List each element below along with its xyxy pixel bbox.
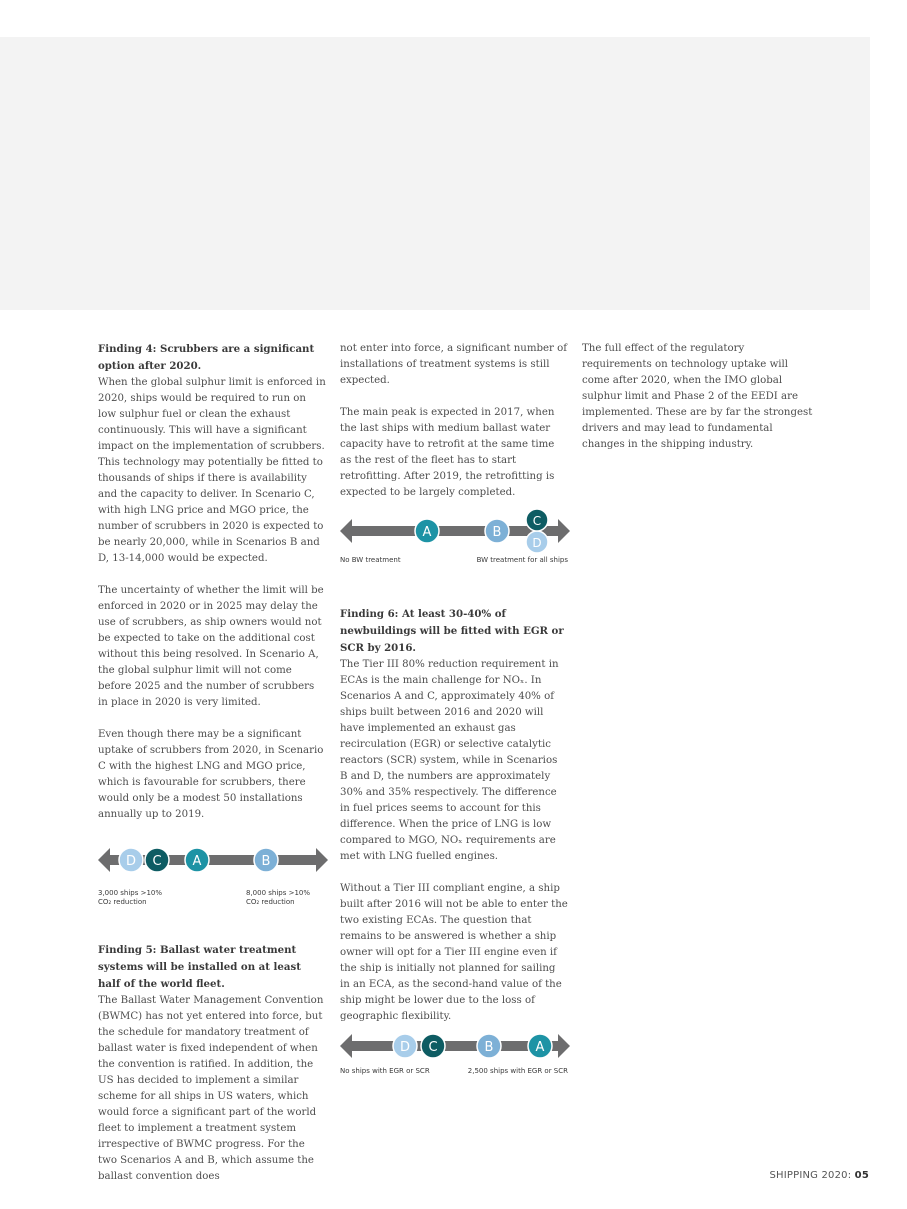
finding-4-paragraph-2: The uncertainty of whether the limit will be enforced in 2020 or in 2025 may delay the use of scrubbers, as ship owners would not be expected to take on the additional cost without this being resolved. In Scenario A, the global sulphur limit will not come before 2025 and the number of scrubbers in place in 2020 is very limited. (98, 585, 324, 708)
marker-a-label: A (422, 525, 432, 540)
finding-4-paragraph-1: When the global sulphur limit is enforced in 2020, ships would be required to run on low sulphur fuel or clean the exhaust continuously. This will have a significant impact on the implementation of scrubbers. This technology may potentially be fitted to thousands of ships if there is availability and the capacity to deliver. In Scenario C, with high LNG price and MGO price, the number of scrubbers in 2020 is expected to be nearly 20,000, while in Scenarios B and D, 13-14,000 would be expected. (98, 377, 326, 564)
scale-right-label: 8,000 ships >10% CO₂ reduction (246, 889, 311, 906)
page-footer (769, 1170, 869, 1181)
scale-right-label: 2,500 ships with EGR or SCR (467, 1067, 568, 1075)
marker-b-label: B (484, 1040, 494, 1055)
scrubber-scale-diagram (98, 843, 328, 905)
ballast-scale-diagram (340, 509, 570, 565)
marker-b-label: B (492, 525, 502, 540)
finding-6-paragraph-2: Without a Tier III compliant engine, a ship built after 2016 will not be able to enter the two existing ECAs. The question that remains to be answered is whether a ship owner will opt for a Tier III engine even if the ship is initially not planned for sailing in an ECA, as the second-hand value of the ship might be lower due to the loss of geographic flexibility. (340, 883, 568, 1022)
marker-d-label: D (532, 536, 542, 550)
page-number: 05 (854, 1170, 869, 1181)
scale-right-label: BW treatment for all ships (476, 556, 568, 564)
scale-left-label: No ships with EGR or SCR (340, 1067, 430, 1075)
finding-5-title: Finding 5: Ballast water treatment systems will be installed on at least half of the world fleet. (98, 944, 301, 990)
column-3 (582, 341, 814, 453)
header-image-placeholder (0, 37, 870, 310)
footer-label: SHIPPING 2020: (769, 1170, 855, 1181)
marker-a-label: A (535, 1040, 545, 1055)
marker-d-label: D (125, 854, 137, 869)
column-2 (340, 341, 568, 1081)
ballast-paragraph-2: The main peak is expected in 2017, when the last ships with medium ballast water capacity have to retrofit at the same time as the rest of the fleet has to start retrofitting. After 2019, the retrofitting is expected to be largely completed. (340, 407, 555, 498)
marker-b-label: B (261, 854, 271, 869)
marker-c-label: C (152, 854, 162, 869)
egr-scr-scale-diagram (340, 1029, 570, 1081)
marker-d-label: D (399, 1040, 411, 1055)
finding-6-title: Finding 6: At least 30-40% of newbuildings will be fitted with EGR or SCR by 2016. (340, 608, 564, 654)
ballast-paragraph-continued: not enter into force, a significant number of installations of treatment systems is still expected. (340, 343, 568, 386)
finding-4-title: Finding 4: Scrubbers are a significant option after 2020. (98, 343, 315, 372)
marker-a-label: A (192, 854, 202, 869)
finding-5-paragraph-1: The Ballast Water Management Convention (BWMC) has not yet entered into force, but the schedule for mandatory treatment of ballast water is fixed independent of when the convention is ratified. In addition, the US has decided to implement a similar scheme for all ships in US waters, which would force a significant part of the world fleet to implement a treatment system irrespective of BWMC progress. For the two Scenarios A and B, which assume the ballast convention does (98, 995, 324, 1182)
marker-c-label: C (532, 514, 542, 528)
scale-left-label: No BW treatment (340, 556, 401, 564)
finding-6-paragraph-1: The Tier III 80% reduction requirement in ECAs is the main challenge for NOₓ. In Scenarios A and C, approximately 40% of ships built between 2016 and 2020 will have implemented an exhaust gas recirculation (EGR) or selective catalytic reactors (SCR) system, while in Scenarios B and D, the numbers are approximately 30% and 35% respectively. The difference in fuel prices seems to account for this difference. When the price of LNG is low compared to MGO, NOₓ requirements are met with LNG fuelled engines. (340, 659, 559, 862)
column-1 (98, 341, 326, 1185)
marker-c-label: C (428, 1040, 438, 1055)
conclusion-paragraph: The full effect of the regulatory requirements on technology uptake will come after 2020, when the IMO global sulphur limit and Phase 2 of the EEDI are implemented. These are by far the strongest drivers and may lead to fundamental changes in the shipping industry. (582, 343, 813, 450)
finding-4-paragraph-3: Even though there may be a significant uptake of scrubbers from 2020, in Scenario C with the highest LNG and MGO price, which is favourable for scrubbers, there would only be a modest 50 installations annually up to 2019. (98, 729, 324, 820)
scale-left-label: 3,000 ships >10% CO₂ reduction (98, 889, 163, 906)
